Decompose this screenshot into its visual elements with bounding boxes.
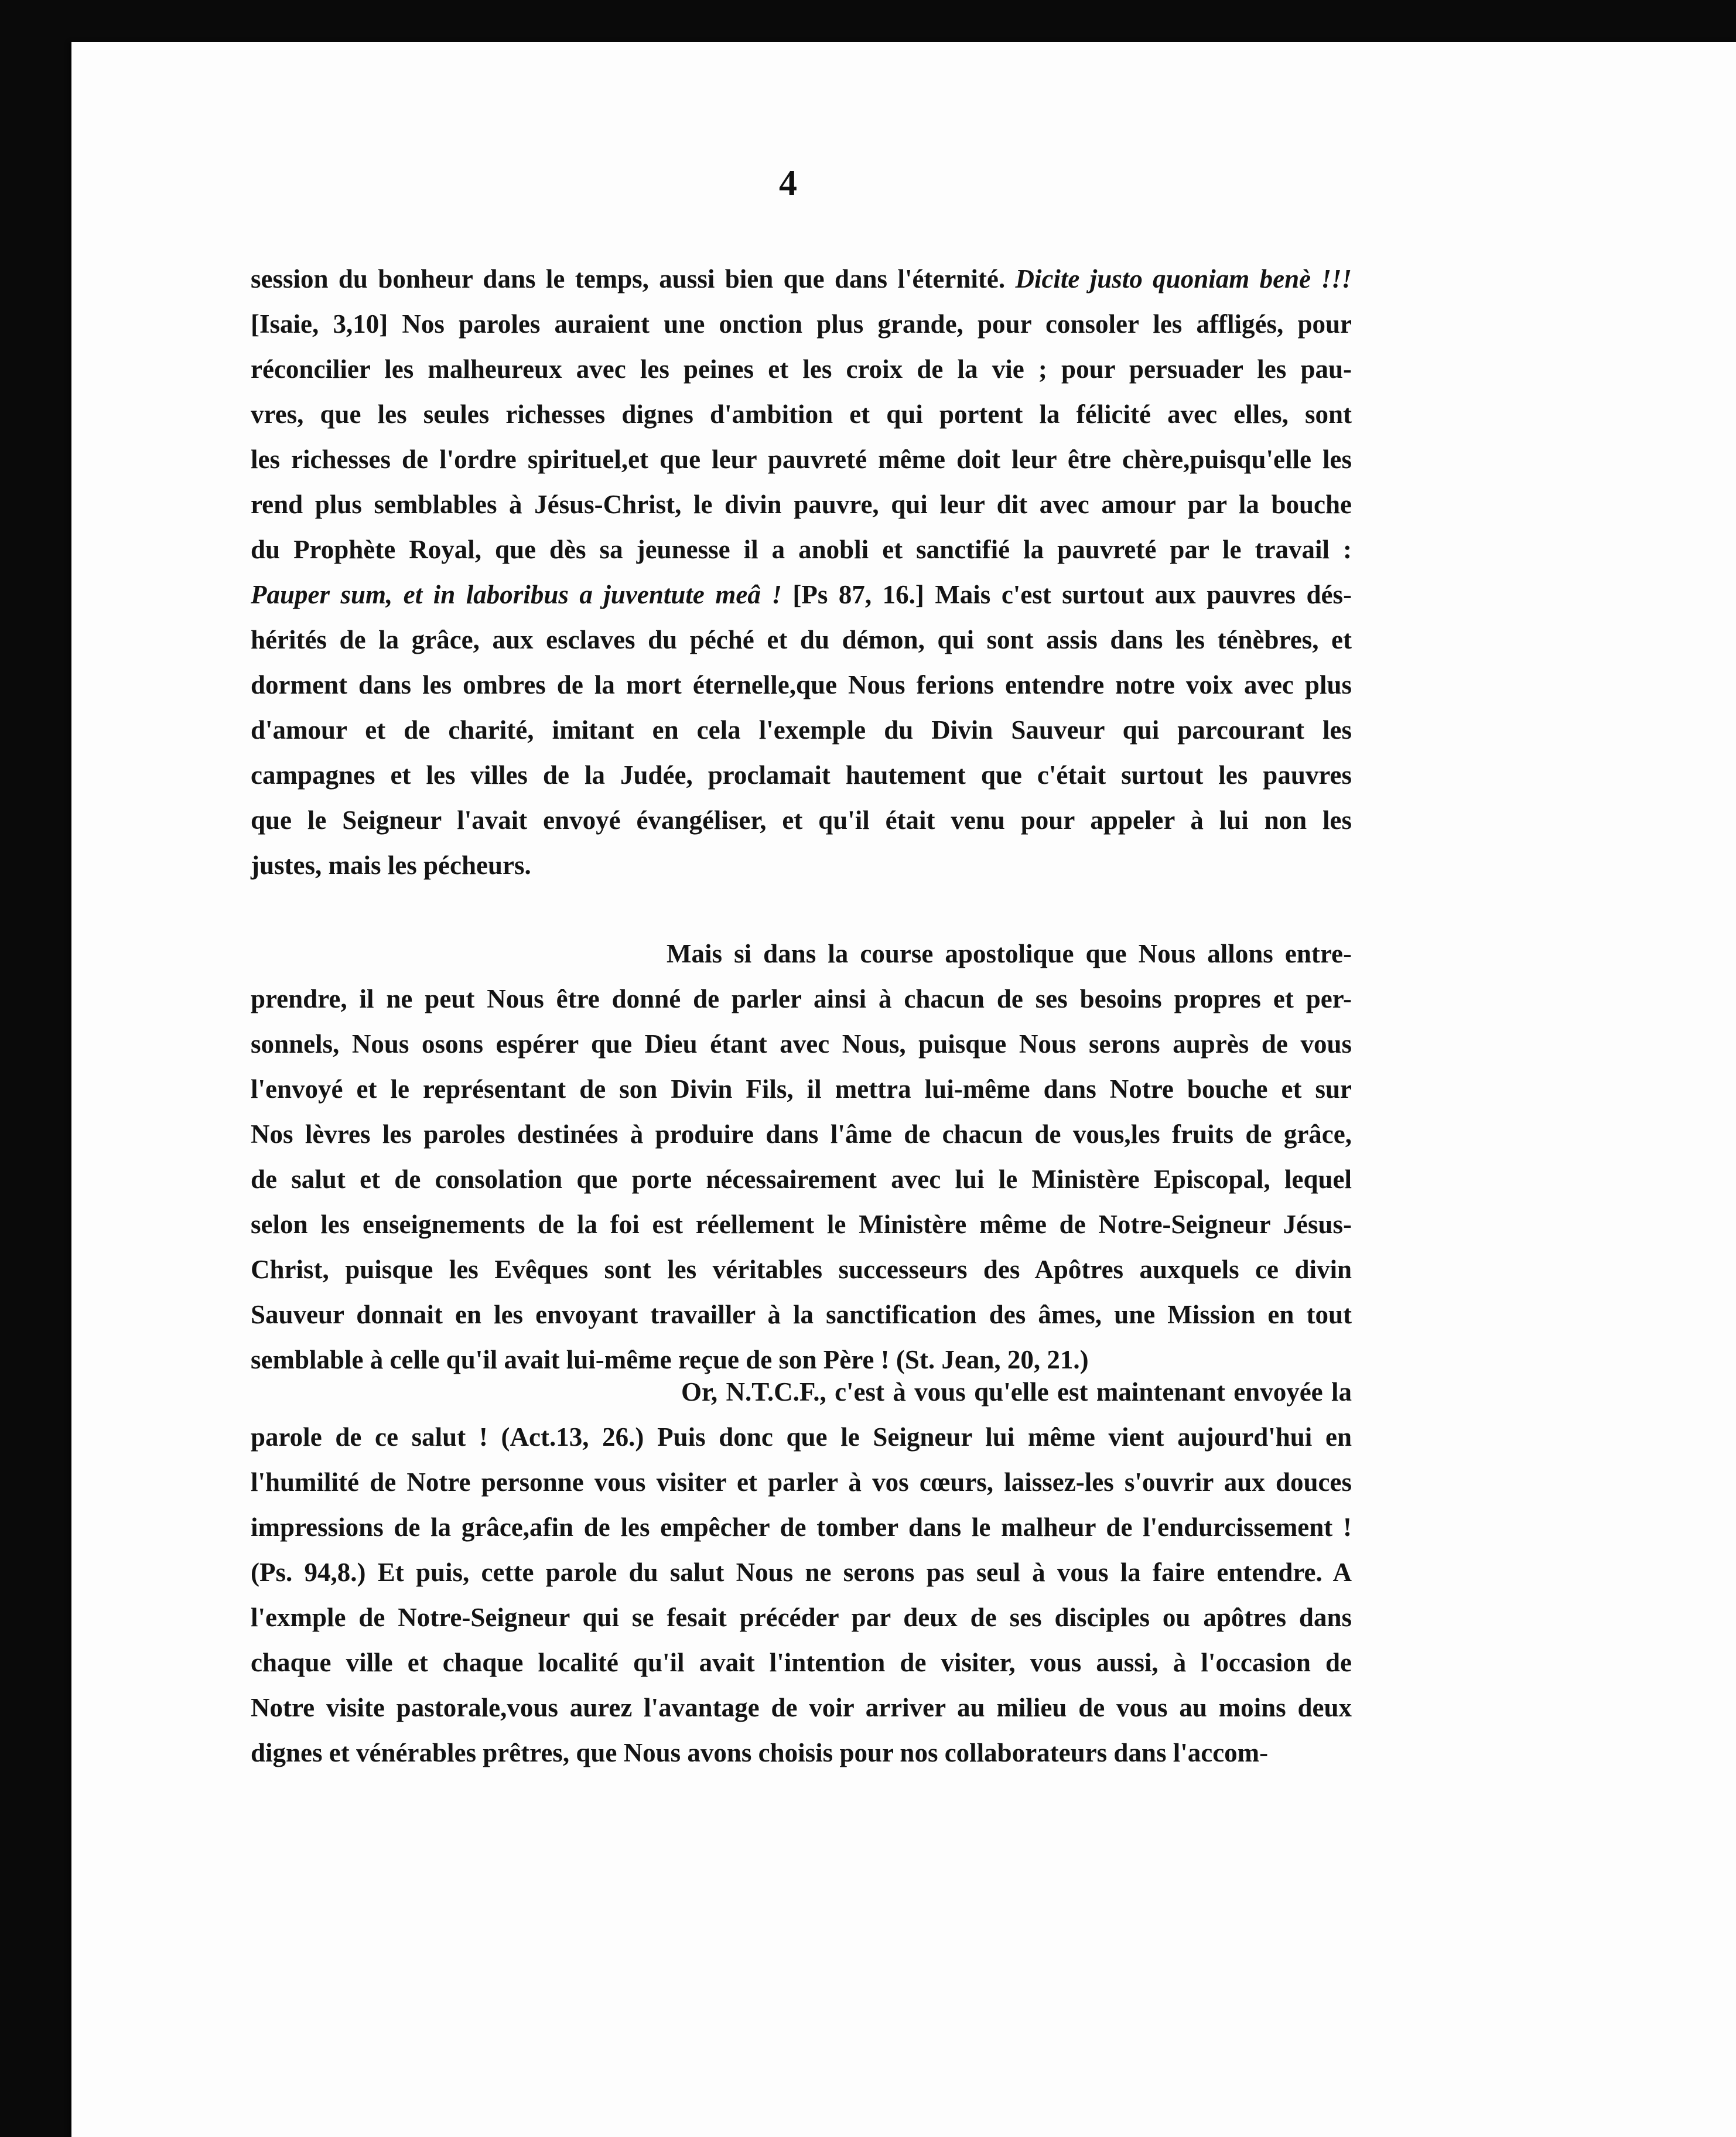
- text-line: [251, 1202, 1352, 1247]
- text-line: [251, 663, 1352, 708]
- text-segment: sonnels, Nous osons espérer que Dieu étant avec Nous, puisque Nous serons auprès de vous: [251, 1029, 1352, 1059]
- text-line: [251, 1370, 1352, 1415]
- text-segment: (Ps. 94,8.) Et puis, cette parole du salut Nous ne serons pas seul à vous la faire entendre. A: [251, 1558, 1352, 1587]
- text-segment: rend plus semblables à Jésus-Christ, le divin pauvre, qui leur dit avec amour par la bouche: [251, 490, 1352, 519]
- text-line: [251, 617, 1352, 663]
- text-segment: Christ, puisque les Evêques sont les véritables successeurs des Apôtres auxquels ce divin: [251, 1255, 1352, 1284]
- text-segment: [Isaie, 3,10] Nos paroles auraient une onction plus grande, pour consoler les affligés, pour: [251, 309, 1352, 339]
- text-line: [251, 482, 1352, 527]
- text-segment: parole de ce salut ! (Act.13, 26.) Puis donc que le Seigneur lui même vient aujourd'hui en: [251, 1422, 1352, 1452]
- text-segment: hérités de la grâce, aux esclaves du péché et du démon, qui sont assis dans les ténèbres, et: [251, 625, 1352, 654]
- text-segment: prendre, il ne peut Nous être donné de parler ainsi à chacun de ses besoins propres et per-: [251, 984, 1352, 1013]
- text-line: [251, 1685, 1352, 1730]
- paragraph-1: [251, 257, 1352, 888]
- text-segment: session du bonheur dans le temps, aussi bien que dans l'éternité.: [251, 264, 1016, 293]
- text-segment: de salut et de consolation que porte nécessairement avec lui le Ministère Episcopal, lequel: [251, 1165, 1352, 1194]
- text-segment: du Prophète Royal, que dès sa jeunesse il a anobli et sanctifié la pauvreté par le travail :: [251, 535, 1352, 564]
- paragraph-3: [251, 1370, 1352, 1776]
- paragraph-2: [251, 931, 1352, 1382]
- text-line: [251, 1067, 1352, 1112]
- text-line: [251, 1460, 1352, 1505]
- text-segment: vres, que les seules richesses dignes d'ambition et qui portent la félicité avec elles, sont: [251, 400, 1352, 429]
- text-line: [251, 1247, 1352, 1292]
- text-line: [251, 1550, 1352, 1595]
- text-segment: Notre visite pastorale,vous aurez l'avantage de voir arriver au milieu de vous au moins deux: [251, 1693, 1352, 1722]
- text-segment: l'envoyé et le représentant de son Divin Fils, il mettra lui-même dans Notre bouche et sur: [251, 1074, 1352, 1104]
- text-line: [251, 708, 1352, 753]
- text-segment: chaque ville et chaque localité qu'il avait l'intention de visiter, vous aussi, à l'occasion de: [251, 1648, 1352, 1677]
- text-segment: impressions de la grâce,afin de les empêcher de tomber dans le malheur de l'endurcissement !: [251, 1513, 1352, 1542]
- text-line: [251, 392, 1352, 437]
- text-line: [251, 1640, 1352, 1685]
- text-segment: selon les enseignements de la foi est réellement le Ministère même de Notre-Seigneur Jésus-: [251, 1210, 1352, 1239]
- text-segment: Or, N.T.C.F., c'est à vous qu'elle est maintenant envoyée la: [681, 1377, 1352, 1407]
- text-line: [251, 1112, 1352, 1157]
- text-line: [251, 302, 1352, 347]
- text-line: [251, 931, 1352, 977]
- text-line: [251, 977, 1352, 1022]
- text-line: [251, 1292, 1352, 1337]
- text-segment: justes, mais les pécheurs.: [251, 851, 531, 880]
- text-segment: dignes et vénérables prêtres, que Nous avons choisis pour nos collaborateurs dans l'accom-: [251, 1738, 1269, 1767]
- text-segment: campagnes et les villes de la Judée, proclamait hautement que c'était surtout les pauvres: [251, 760, 1352, 790]
- text-segment: d'amour et de charité, imitant en cela l'exemple du Divin Sauveur qui parcourant les: [251, 715, 1352, 745]
- text-line: [251, 798, 1352, 843]
- text-line: [251, 843, 1352, 888]
- text-segment: l'exmple de Notre-Seigneur qui se fesait précéder par deux de ses disciples ou apôtres dans: [251, 1603, 1352, 1632]
- text-line: [251, 257, 1352, 302]
- text-segment: réconcilier les malheureux avec les peines et les croix de la vie ; pour persuader les pau-: [251, 354, 1352, 384]
- italic-text: Pauper sum, et in laboribus a juventute meâ !: [251, 580, 782, 609]
- text-line: [251, 1730, 1352, 1776]
- text-segment: Mais si dans la course apostolique que Nous allons entre-: [667, 939, 1352, 968]
- text-line: [251, 527, 1352, 572]
- text-line: [251, 1157, 1352, 1202]
- text-segment: l'humilité de Notre personne vous visiter et parler à vos cœurs, laissez-les s'ouvrir aux douces: [251, 1467, 1352, 1497]
- text-segment: les richesses de l'ordre spirituel,et que leur pauvreté même doit leur être chère,puisqu'elle les: [251, 445, 1352, 474]
- text-line: [251, 1505, 1352, 1550]
- text-line: [251, 1595, 1352, 1640]
- text-segment: [Ps 87, 16.] Mais c'est surtout aux pauvres dés-: [781, 580, 1352, 609]
- text-line: [251, 753, 1352, 798]
- italic-text: Dicite justo quoniam benè !!!: [1015, 264, 1352, 293]
- text-line: [251, 1022, 1352, 1067]
- text-segment: dorment dans les ombres de la mort éternelle,que Nous ferions entendre notre voix avec plus: [251, 670, 1352, 699]
- text-segment: Nos lèvres les paroles destinées à produire dans l'âme de chacun de vous,les fruits de grâce,: [251, 1119, 1352, 1149]
- text-segment: Sauveur donnait en les envoyant travailler à la sanctification des âmes, une Mission en tout: [251, 1300, 1352, 1329]
- text-line: [251, 1415, 1352, 1460]
- text-line: [251, 347, 1352, 392]
- page-number: 4: [779, 163, 797, 203]
- text-segment: semblable à celle qu'il avait lui-même reçue de son Père ! (St. Jean, 20, 21.): [251, 1345, 1089, 1374]
- text-segment: que le Seigneur l'avait envoyé évangéliser, et qu'il était venu pour appeler à lui non les: [251, 805, 1352, 835]
- text-line: [251, 437, 1352, 482]
- text-line: [251, 572, 1352, 617]
